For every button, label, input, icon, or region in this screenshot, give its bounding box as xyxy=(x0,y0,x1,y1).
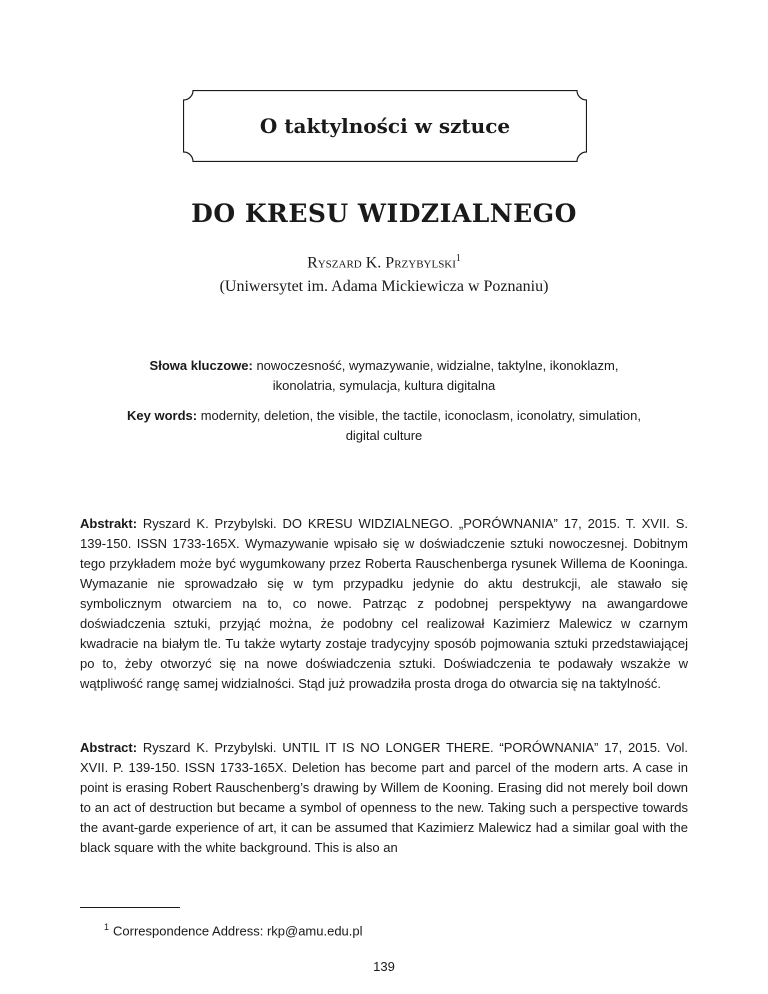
abstract-en-text: Ryszard K. Przybylski. UNTIL IT IS NO LONGER THERE. “PORÓWNANIA” 17, 2015. Vol. XVII. P. 139-150. ISSN 1733-165X. Deletion has become part and parcel of the modern arts. A case in point is erasing Robert Rauschenberg’s drawing by Willem de Kooning. Erasing did not merely boil down to an act of destruction but became a symbol of openness to the new. Taking such a perspective towards the avant-garde experience of art, it can be assumed that Kazimierz Malewicz had a similar goal with the black square with the white background. This is also an xyxy=(80,740,688,855)
affiliation: (Uniwersytet im. Adama Mickiewicza w Poznaniu) xyxy=(219,278,549,295)
author-name: Ryszard K. Przybylski xyxy=(307,254,456,272)
abstract-pl-label: Abstrakt: xyxy=(80,516,138,531)
page-number: 139 xyxy=(373,959,395,974)
abstract-pl xyxy=(80,514,688,694)
keywords-en-text: modernity, deletion, the visible, the tactile, iconoclasm, iconolatry, simulation, digital culture xyxy=(197,408,641,443)
abstract-pl-text: Ryszard K. Przybylski. DO KRESU WIDZIALNEGO. „PORÓWNANIA” 17, 2015. T. XVII. S. 139-150. ISSN 1733-165X. Wymazywanie wpisało się w doświadczenie sztuki nowoczesnej. Dobitnym tego przykładem może być wygumkowany przez Roberta Rauschenberga rysunek Willema de Kooninga. Wymazanie nie sprowadzało się w tym przypadku jedynie do aktu destrukcji, ale stawało się symbolicznym otwarciem na to, co nowe. Patrząc z podobnej perspektywy na awangardowe doświadczenia sztuki, przyjąć można, że podobny cel realizował Kazimierz Malewicz w czarnym kwadracie na białym tle. Tu także wytarty zostaje tradycyjny sposób pojmowania sztuki przedstawiającej po to, żeby otworzyć się na nowe doświadczenia sztuki. Doświadczenia te podawały wszakże w wątpliwość rangę samej widzialności. Stąd już prowadziła prosta droga do otwarcia się na taktylność. xyxy=(80,516,688,691)
abstract-en-label: Abstract: xyxy=(80,740,138,755)
author-footnote-mark[interactable]: 1 xyxy=(455,253,461,264)
keywords-pl xyxy=(120,356,648,396)
keywords-en-label: Key words: xyxy=(127,408,198,423)
section-header-box xyxy=(183,90,587,162)
footnote-mark: 1 xyxy=(104,922,110,932)
article-title: DO KRESU WIDZIALNEGO xyxy=(191,199,577,228)
footnote-text: Correspondence Address: rkp@amu.edu.pl xyxy=(113,923,363,939)
keywords-pl-text: nowoczesność, wymazywanie, widzialne, taktylne, ikonoklazm, ikonolatria, symulacja, kultura digitalna xyxy=(252,358,619,393)
keywords-en xyxy=(120,406,648,446)
author xyxy=(0,253,768,272)
abstract-en xyxy=(80,738,688,858)
keywords-pl-label: Słowa kluczowe: xyxy=(149,358,253,373)
footnote xyxy=(104,922,363,938)
section-title: O taktylności w sztuce xyxy=(259,114,511,138)
footnote-divider xyxy=(80,907,180,908)
